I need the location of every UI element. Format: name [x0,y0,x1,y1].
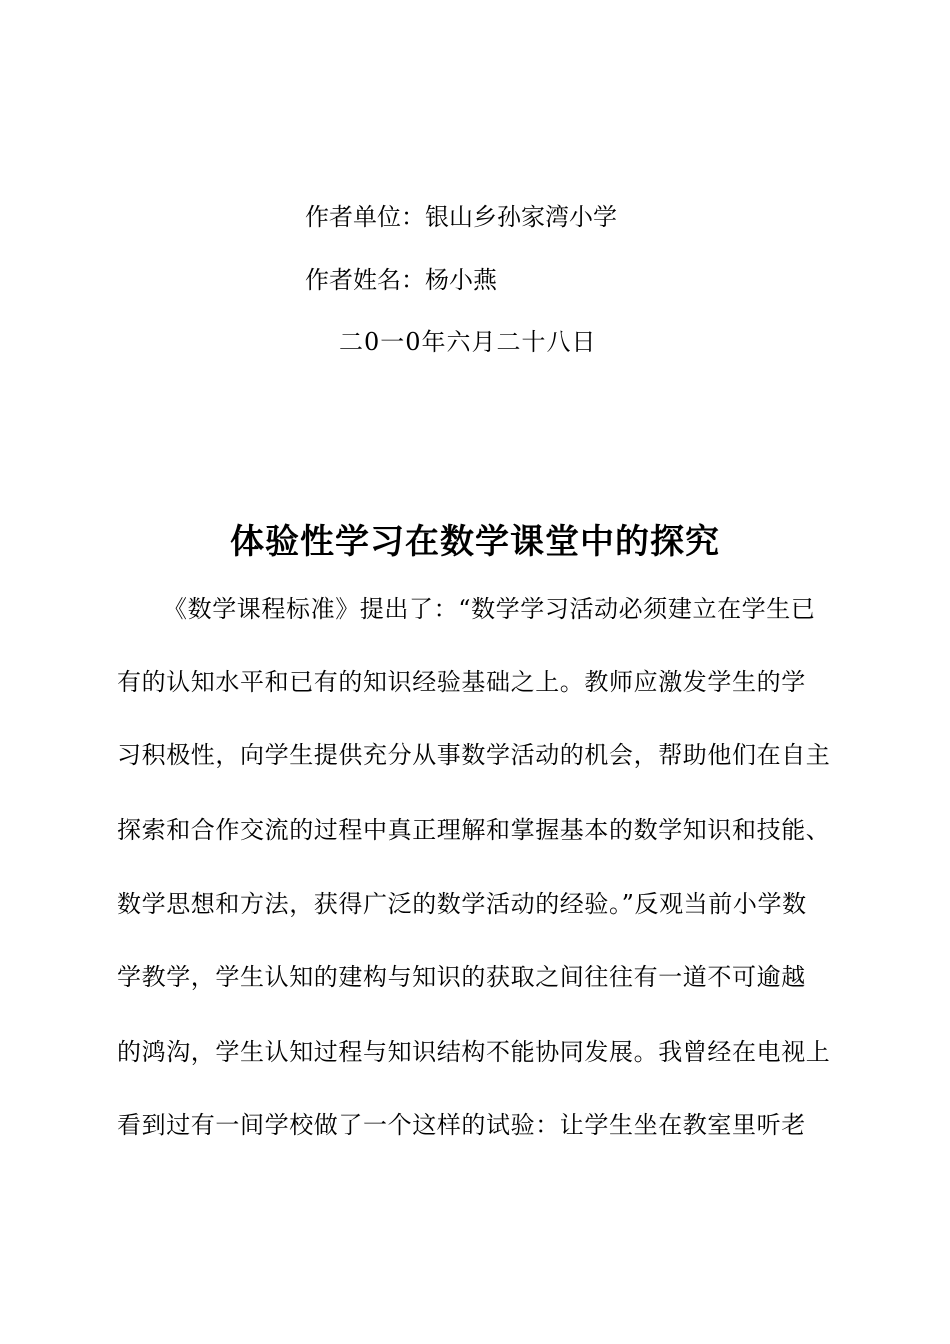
body-line: 数学思想和方法，获得广泛的数学活动的经验。”反观当前小学数 [117,890,807,918]
date-line: 二0一0年六月二十八日 [339,328,597,356]
body-line: 的鸿沟，学生认知过程与知识结构不能协同发展。我曾经在电视上 [117,1038,831,1066]
body-line: 《数学课程标准》提出了：“数学学习活动必须建立在学生已 [163,595,816,623]
document-title: 体验性学习在数学课堂中的探究 [230,522,720,562]
body-line: 有的认知水平和已有的知识经验基础之上。教师应激发学生的学 [117,668,806,696]
author-unit-line: 作者单位：银山乡孙家湾小学 [305,203,617,231]
body-line: 习积极性，向学生提供充分从事数学活动的机会，帮助他们在自主 [117,741,831,769]
body-line: 看到过有一间学校做了一个这样的试验：让学生坐在教室里听老 [117,1111,806,1139]
author-name-line: 作者姓名：杨小燕 [305,266,497,294]
body-line: 探索和合作交流的过程中真正理解和掌握基本的数学知识和技能、 [117,816,831,844]
body-line: 学教学，学生认知的建构与知识的获取之间往往有一道不可逾越 [117,963,806,991]
